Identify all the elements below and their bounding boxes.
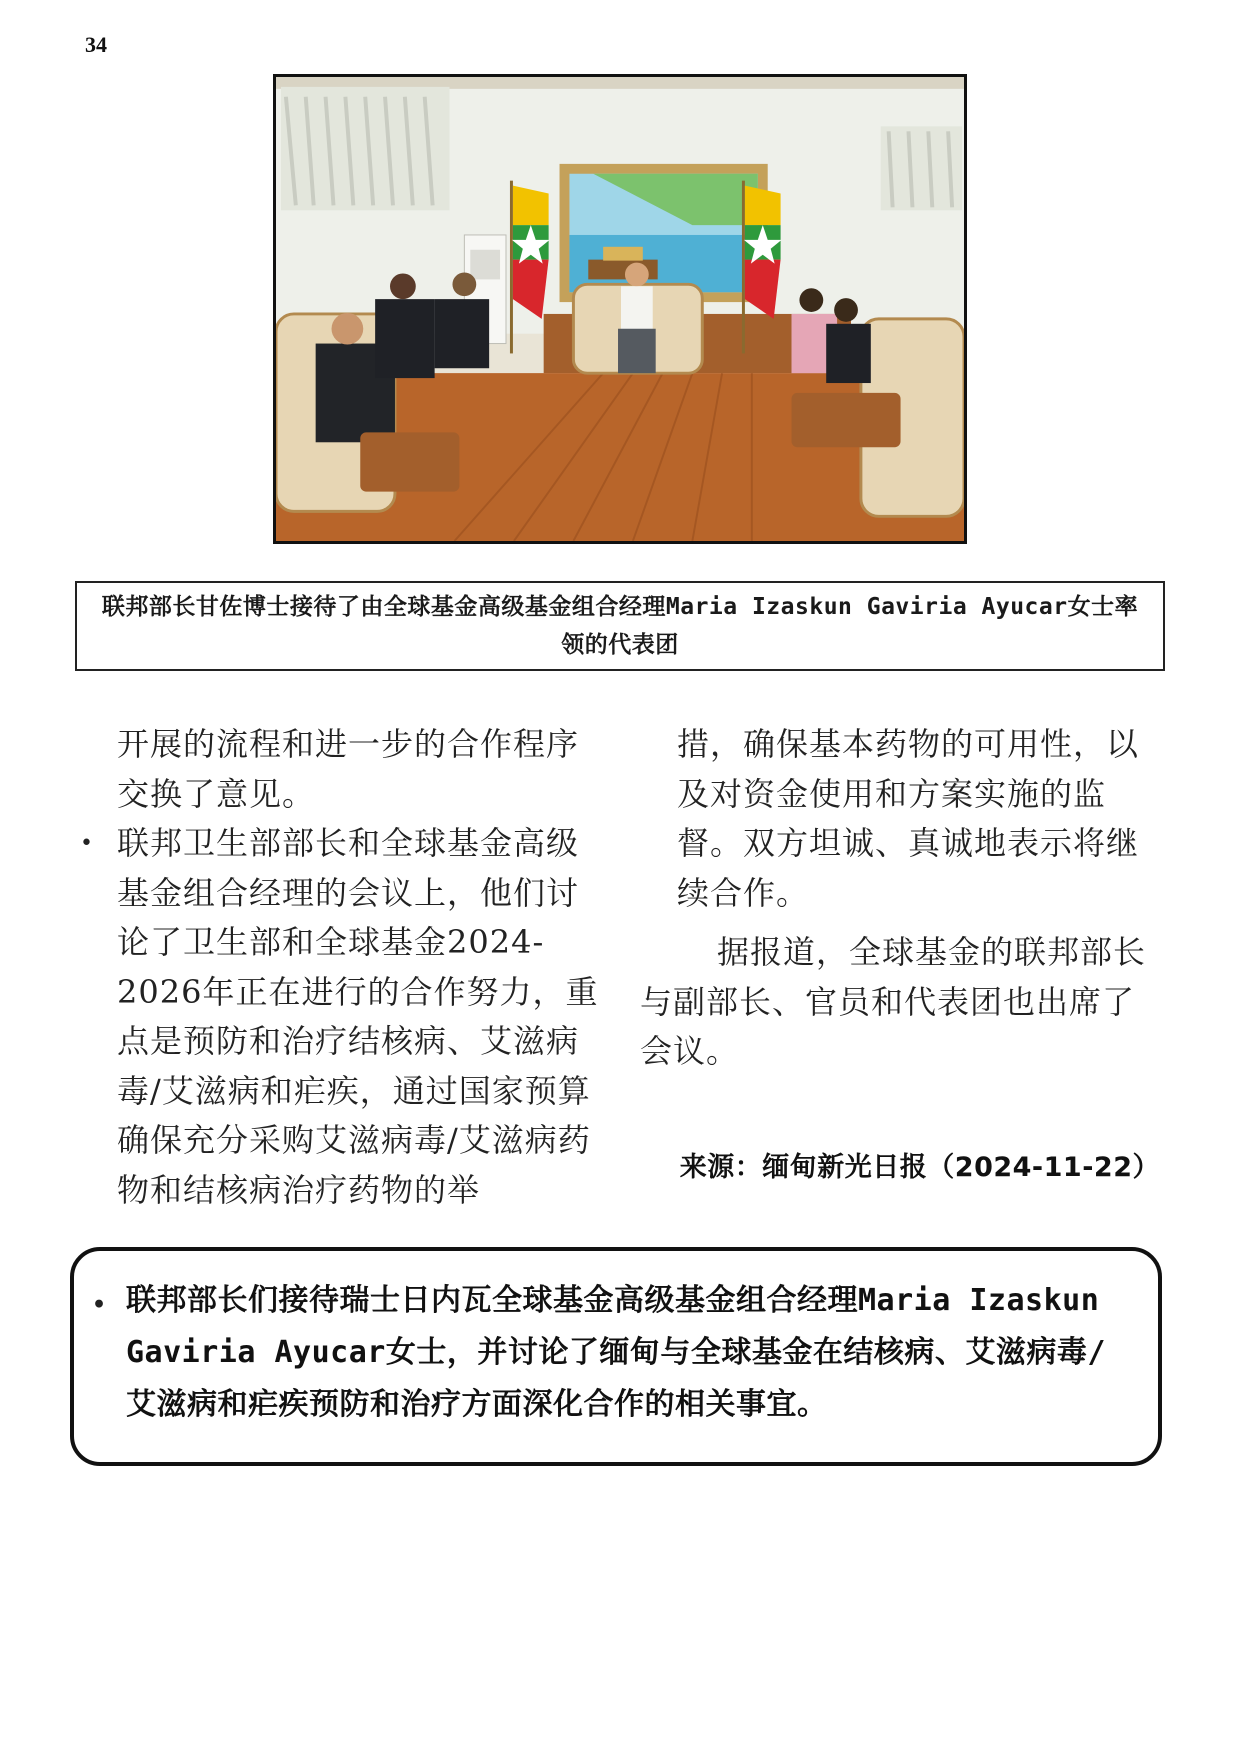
article-left-column xyxy=(80,720,600,1215)
bullet-icon: • xyxy=(80,831,93,856)
summary-box xyxy=(70,1247,1162,1466)
bullet-text: 联邦卫生部部长和全球基金高级基金组合经理的会议上，他们讨论了卫生部和全球基金2024-2026年正在进行的合作努力，重点是预防和治疗结核病、艾滋病毒/艾滋病和疟疾，通过国家预算确保充分采购艾滋病毒/艾滋病药物和结核病治疗药物的举 xyxy=(117,824,599,1209)
painting-icon xyxy=(560,164,768,302)
continuation-paragraph: 措，确保基本药物的可用性，以及对资金使用和方案实施的监督。双方坦诚、真诚地表示将继续合作。 xyxy=(677,725,1140,912)
source-line: 来源：缅甸新光日报（2024-11-22） xyxy=(679,1152,1160,1183)
bullet-item xyxy=(80,819,600,1215)
intro-paragraph: 开展的流程和进一步的合作程序交换了意见。 xyxy=(117,725,580,813)
report-paragraph: 据报道，全球基金的联邦部长与副部长、官员和代表团也出席了会议。 xyxy=(640,933,1147,1070)
photo-caption xyxy=(75,581,1165,671)
meeting-photo-drawing xyxy=(276,77,964,541)
curtain-left xyxy=(281,87,450,210)
summary-text: 联邦部长们接待瑞士日内瓦全球基金高级基金组合经理Maria Izaskun Gaviria Ayucar女士，并讨论了缅甸与全球基金在结核病、艾滋病毒/艾滋病和疟疾预防和治疗方面深化合作的相关事宜。 xyxy=(126,1283,1106,1422)
page-number: 34 xyxy=(85,32,107,57)
curtain-right xyxy=(881,126,962,210)
bullet-icon: • xyxy=(92,1292,107,1318)
article-right-column xyxy=(640,720,1160,1183)
meeting-photo xyxy=(273,74,967,544)
caption-text: 联邦部长甘佐博士接待了由全球基金高级基金组合经理Maria Izaskun Gaviria Ayucar女士率领的代表团 xyxy=(101,594,1139,658)
